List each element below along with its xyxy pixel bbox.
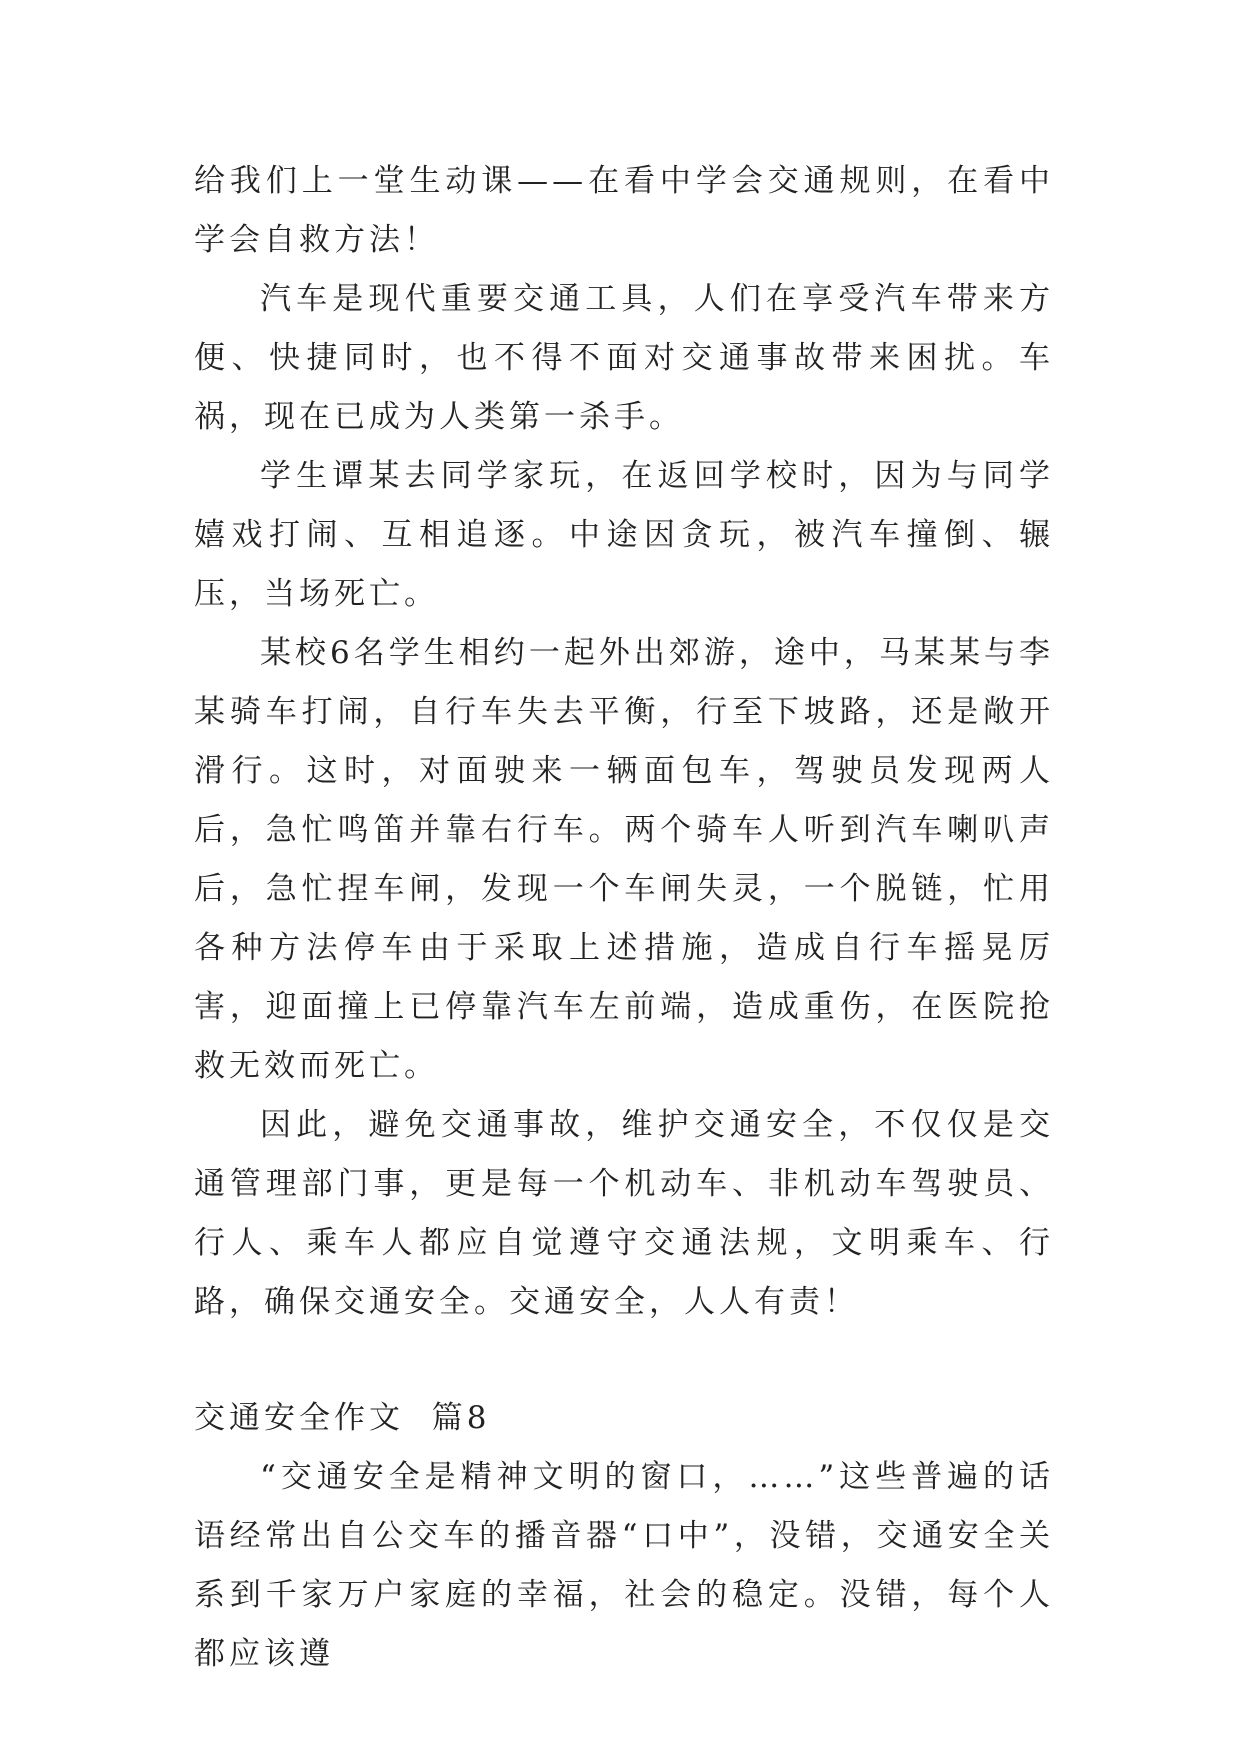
document-page (194, 152, 1054, 1684)
paragraph-case-outing: 某校6名学生相约一起外出郊游，途中，马某某与李某骑车打闹，自行车失去平衡，行至下坡路，还是敞开滑行。这时，对面驶来一辆面包车，驾驶员发现两人后，急忙鸣笛并靠右行车。两个骑车人听到汽车喇叭声后，急忙捏车闸，发现一个车闸失灵，一个脱链，忙用各种方法停车由于采取上述措施，造成自行车摇晃厉害，迎面撞上已停靠汽车左前端，造成重伤，在医院抢救无效而死亡。 (194, 635, 1054, 1084)
paragraph-conclusion: 因此，避免交通事故，维护交通安全，不仅仅是交通管理部门事，更是每一个机动车、非机动车驾驶员、行人、乘车人都应自觉遵守交通法规，文明乘车、行路，确保交通安全。交通安全，人人有责！ (194, 1107, 1054, 1320)
paragraph-section8-opening: “交通安全是精神文明的窗口，……”这些普遍的话语经常出自公交车的播音器“口中”，没错，交通安全关系到千家万户家庭的幸福，社会的稳定。没错，每个人都应该遵 (194, 1459, 1054, 1672)
paragraph-case-tan: 学生谭某去同学家玩，在返回学校时，因为与同学嬉戏打闹、互相追逐。中途因贪玩，被汽车撞倒、辗压，当场死亡。 (194, 458, 1054, 612)
paragraph-continuation: 给我们上一堂生动课——在看中学会交通规则，在看中学会自救方法！ (194, 163, 1054, 258)
section-heading: 交通安全作文 篇8 (194, 1400, 491, 1436)
paragraph-cars-intro: 汽车是现代重要交通工具，人们在享受汽车带来方便、快捷同时，也不得不面对交通事故带来困扰。车祸，现在已成为人类第一杀手。 (194, 281, 1054, 435)
